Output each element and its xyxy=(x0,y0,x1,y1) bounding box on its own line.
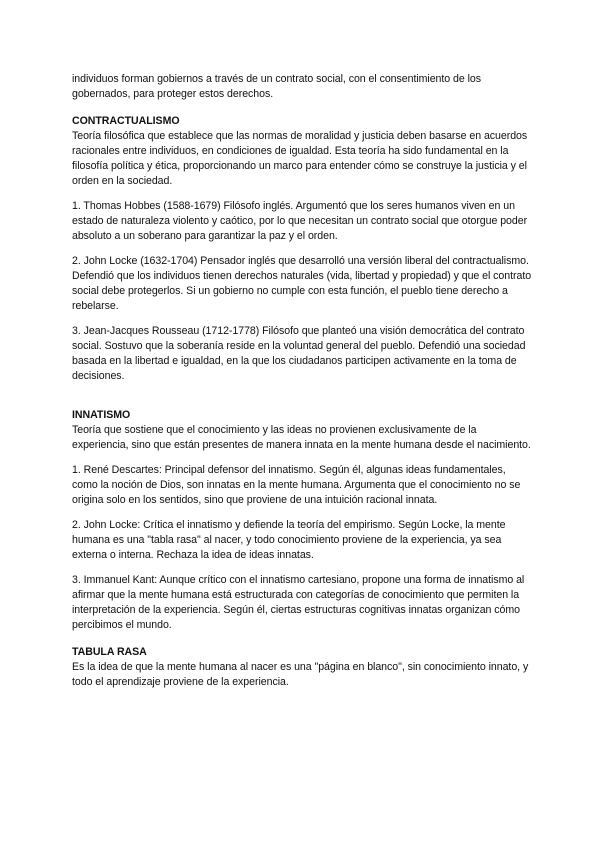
section-heading: TABULA RASA xyxy=(72,646,147,658)
list-item: 1. René Descartes: Principal defensor del innatismo. Según él, algunas ideas fundamentales, como la noción de Dios, son innatas en la mente humana. Argumenta que el conocimiento no se origina solo en los sentidos, sino que proviene de una intuición racional innata. xyxy=(72,464,521,506)
list-item: 2. John Locke: Crítica el innatismo y defiende la teoría del empirismo. Según Locke, la mente humana es una "tabla rasa" al nacer, y todo conocimiento proviene de la experiencia, ya sea externa o interna. Rechaza la idea de ideas innatas. xyxy=(72,519,506,561)
section-heading: INNATISMO xyxy=(72,409,131,421)
section-innatismo xyxy=(72,408,532,633)
intro-paragraph: individuos forman gobiernos a través de un contrato social, con el consentimiento de los gobernados, para proteger estos derechos. xyxy=(72,73,481,100)
section-heading: CONTRACTUALISMO xyxy=(72,115,180,127)
section-definition: Teoría filosófica que establece que las normas de moralidad y justicia deben basarse en acuerdos racionales entre individuos, en condiciones de igualdad. Esta teoría ha sido fundamental en la filosofía política y ética, proporcionando un marco para entender cómo se construye la justicia y el orden en la sociedad. xyxy=(72,130,528,187)
section-contractualismo xyxy=(72,114,532,384)
section-definition: Es la idea de que la mente humana al nacer es una "página en blanco", sin conocimiento innato, y todo el aprendizaje proviene de la experiencia. xyxy=(72,661,529,688)
list-item: 1. Thomas Hobbes (1588-1679) Filósofo inglés. Argumentó que los seres humanos viven en un estado de naturaleza violento y caótico, por lo que necesitan un contrato social que otorgue poder absoluto a un soberano para garantizar la paz y el orden. xyxy=(72,200,528,242)
list-item: 2. John Locke (1632-1704) Pensador inglés que desarrolló una versión liberal del contractualismo. Defendió que los individuos tienen derechos naturales (vida, libertad y propiedad) y que el contrato social debe protegerlos. Si un gobierno no cumple con esta función, el pueblo tiene derecho a rebelarse. xyxy=(72,255,532,312)
section-definition: Teoría que sostiene que el conocimiento y las ideas no provienen exclusivamente de la experiencia, sino que están presentes de manera innata en la mente humana desde el nacimiento. xyxy=(72,424,531,451)
document-page xyxy=(72,72,532,690)
list-item: 3. Immanuel Kant: Aunque crítico con el innatismo cartesiano, propone una forma de innatismo al afirmar que la mente humana está estructurada con categorías de conocimiento que permiten la interpretación de la experiencia. Según él, ciertas estructuras cognitivas innatas organizan cómo percibimos el mundo. xyxy=(72,574,525,631)
list-item: 3. Jean-Jacques Rousseau (1712-1778) Filósofo que planteó una visión democrática del contrato social. Sostuvo que la soberanía reside en la voluntad general del pueblo. Defendió una sociedad basada en la libertad e igualdad, en la que los ciudadanos participen activamente en la toma de decisiones. xyxy=(72,325,526,382)
section-tabula-rasa xyxy=(72,645,532,690)
